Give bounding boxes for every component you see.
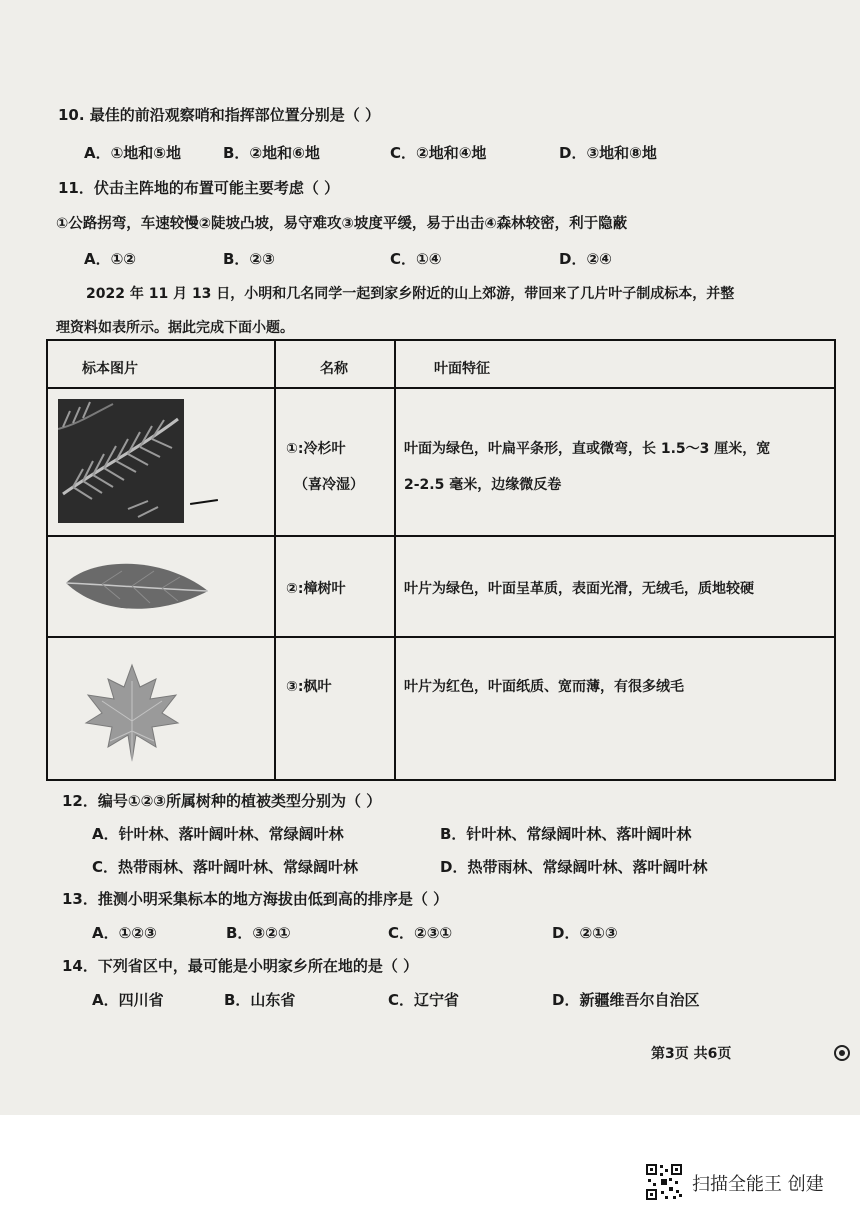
maple-leaf-photo <box>82 661 182 771</box>
camphor-leaf-photo <box>62 553 212 617</box>
bottom-margin <box>0 1115 860 1217</box>
q11-option-c: C．①④ <box>390 250 442 268</box>
q14-stem: 14．下列省区中，最可能是小明家乡所在地的是（ ） <box>62 957 419 975</box>
q10-option-c: C．②地和④地 <box>390 144 487 162</box>
q12-option-d: D．热带雨林、常绿阔叶林、落叶阔叶林 <box>440 858 708 876</box>
hole-punch-icon <box>834 1045 850 1061</box>
q13-option-a: A．①②③ <box>92 924 157 942</box>
q13-option-b: B．③②① <box>226 924 291 942</box>
table-header-features: 叶面特征 <box>434 361 490 377</box>
intro-line-1: 2022 年 11 月 13 日，小明和几名同学一起到家乡附近的山上郊游，带回来了几片叶子制成标本，并整 <box>86 286 735 302</box>
fir-branch-photo <box>58 399 184 523</box>
table-header-image: 标本图片 <box>82 361 138 377</box>
q14-option-a: A．四川省 <box>92 991 164 1009</box>
row1-features-line-2: 2-2.5 毫米，边缘微反卷 <box>404 477 562 493</box>
row3-features: 叶片为红色，叶面纸质、宽而薄，有很多绒毛 <box>404 679 684 695</box>
specimen-table <box>46 339 836 781</box>
q10-stem: 10. 最佳的前沿观察哨和指挥部位置分别是（ ） <box>58 106 381 124</box>
row1-features-line-1: 叶面为绿色，叶扁平条形，直或微弯，长 1.5～3 厘米，宽 <box>404 441 771 457</box>
watermark-text: 扫描全能王 创建 <box>692 1174 824 1195</box>
q13-option-d: D．②①③ <box>552 924 618 942</box>
q12-option-c: C．热带雨林、落叶阔叶林、常绿阔叶林 <box>92 858 359 876</box>
q11-option-a: A．①② <box>84 250 137 268</box>
qr-code-icon <box>645 1163 683 1201</box>
q10-option-a: A．①地和⑤地 <box>84 144 182 162</box>
page-number: 第3页 共6页 <box>651 1046 732 1062</box>
q12-option-a: A．针叶林、落叶阔叶林、常绿阔叶林 <box>92 825 344 843</box>
q14-option-d: D．新疆维吾尔自治区 <box>552 991 700 1009</box>
q10-option-d: D．③地和⑧地 <box>559 144 657 162</box>
q11-option-b: B．②③ <box>223 250 275 268</box>
q14-option-b: B．山东省 <box>224 991 296 1009</box>
row1-name: ①:冷杉叶 <box>286 441 346 457</box>
row1-name-note: （喜冷湿） <box>294 477 364 493</box>
q10-option-b: B．②地和⑥地 <box>223 144 320 162</box>
row2-features: 叶片为绿色，叶面呈革质，表面光滑，无绒毛，质地较硬 <box>404 581 754 597</box>
q11-stem: 11．伏击主阵地的布置可能主要考虑（ ） <box>58 179 340 197</box>
row3-name: ③:枫叶 <box>286 679 332 695</box>
q13-stem: 13．推测小明采集标本的地方海拔由低到高的排序是（ ） <box>62 890 449 908</box>
table-header-name: 名称 <box>320 361 348 377</box>
q14-option-c: C．辽宁省 <box>388 991 460 1009</box>
intro-line-2: 理资料如表所示。据此完成下面小题。 <box>56 320 294 336</box>
q13-option-c: C．②③① <box>388 924 453 942</box>
row2-name: ②:樟树叶 <box>286 581 346 597</box>
q11-option-d: D．②④ <box>559 250 612 268</box>
q11-conditions: ①公路拐弯，车速较慢②陡坡凸坡，易守难攻③坡度平缓，易于出击④森林较密，利于隐蔽 <box>56 216 628 232</box>
q12-stem: 12．编号①②③所属树种的植被类型分别为（ ） <box>62 792 382 810</box>
q12-option-b: B．针叶林、常绿阔叶林、落叶阔叶林 <box>440 825 692 843</box>
pointer-mark <box>190 499 218 505</box>
